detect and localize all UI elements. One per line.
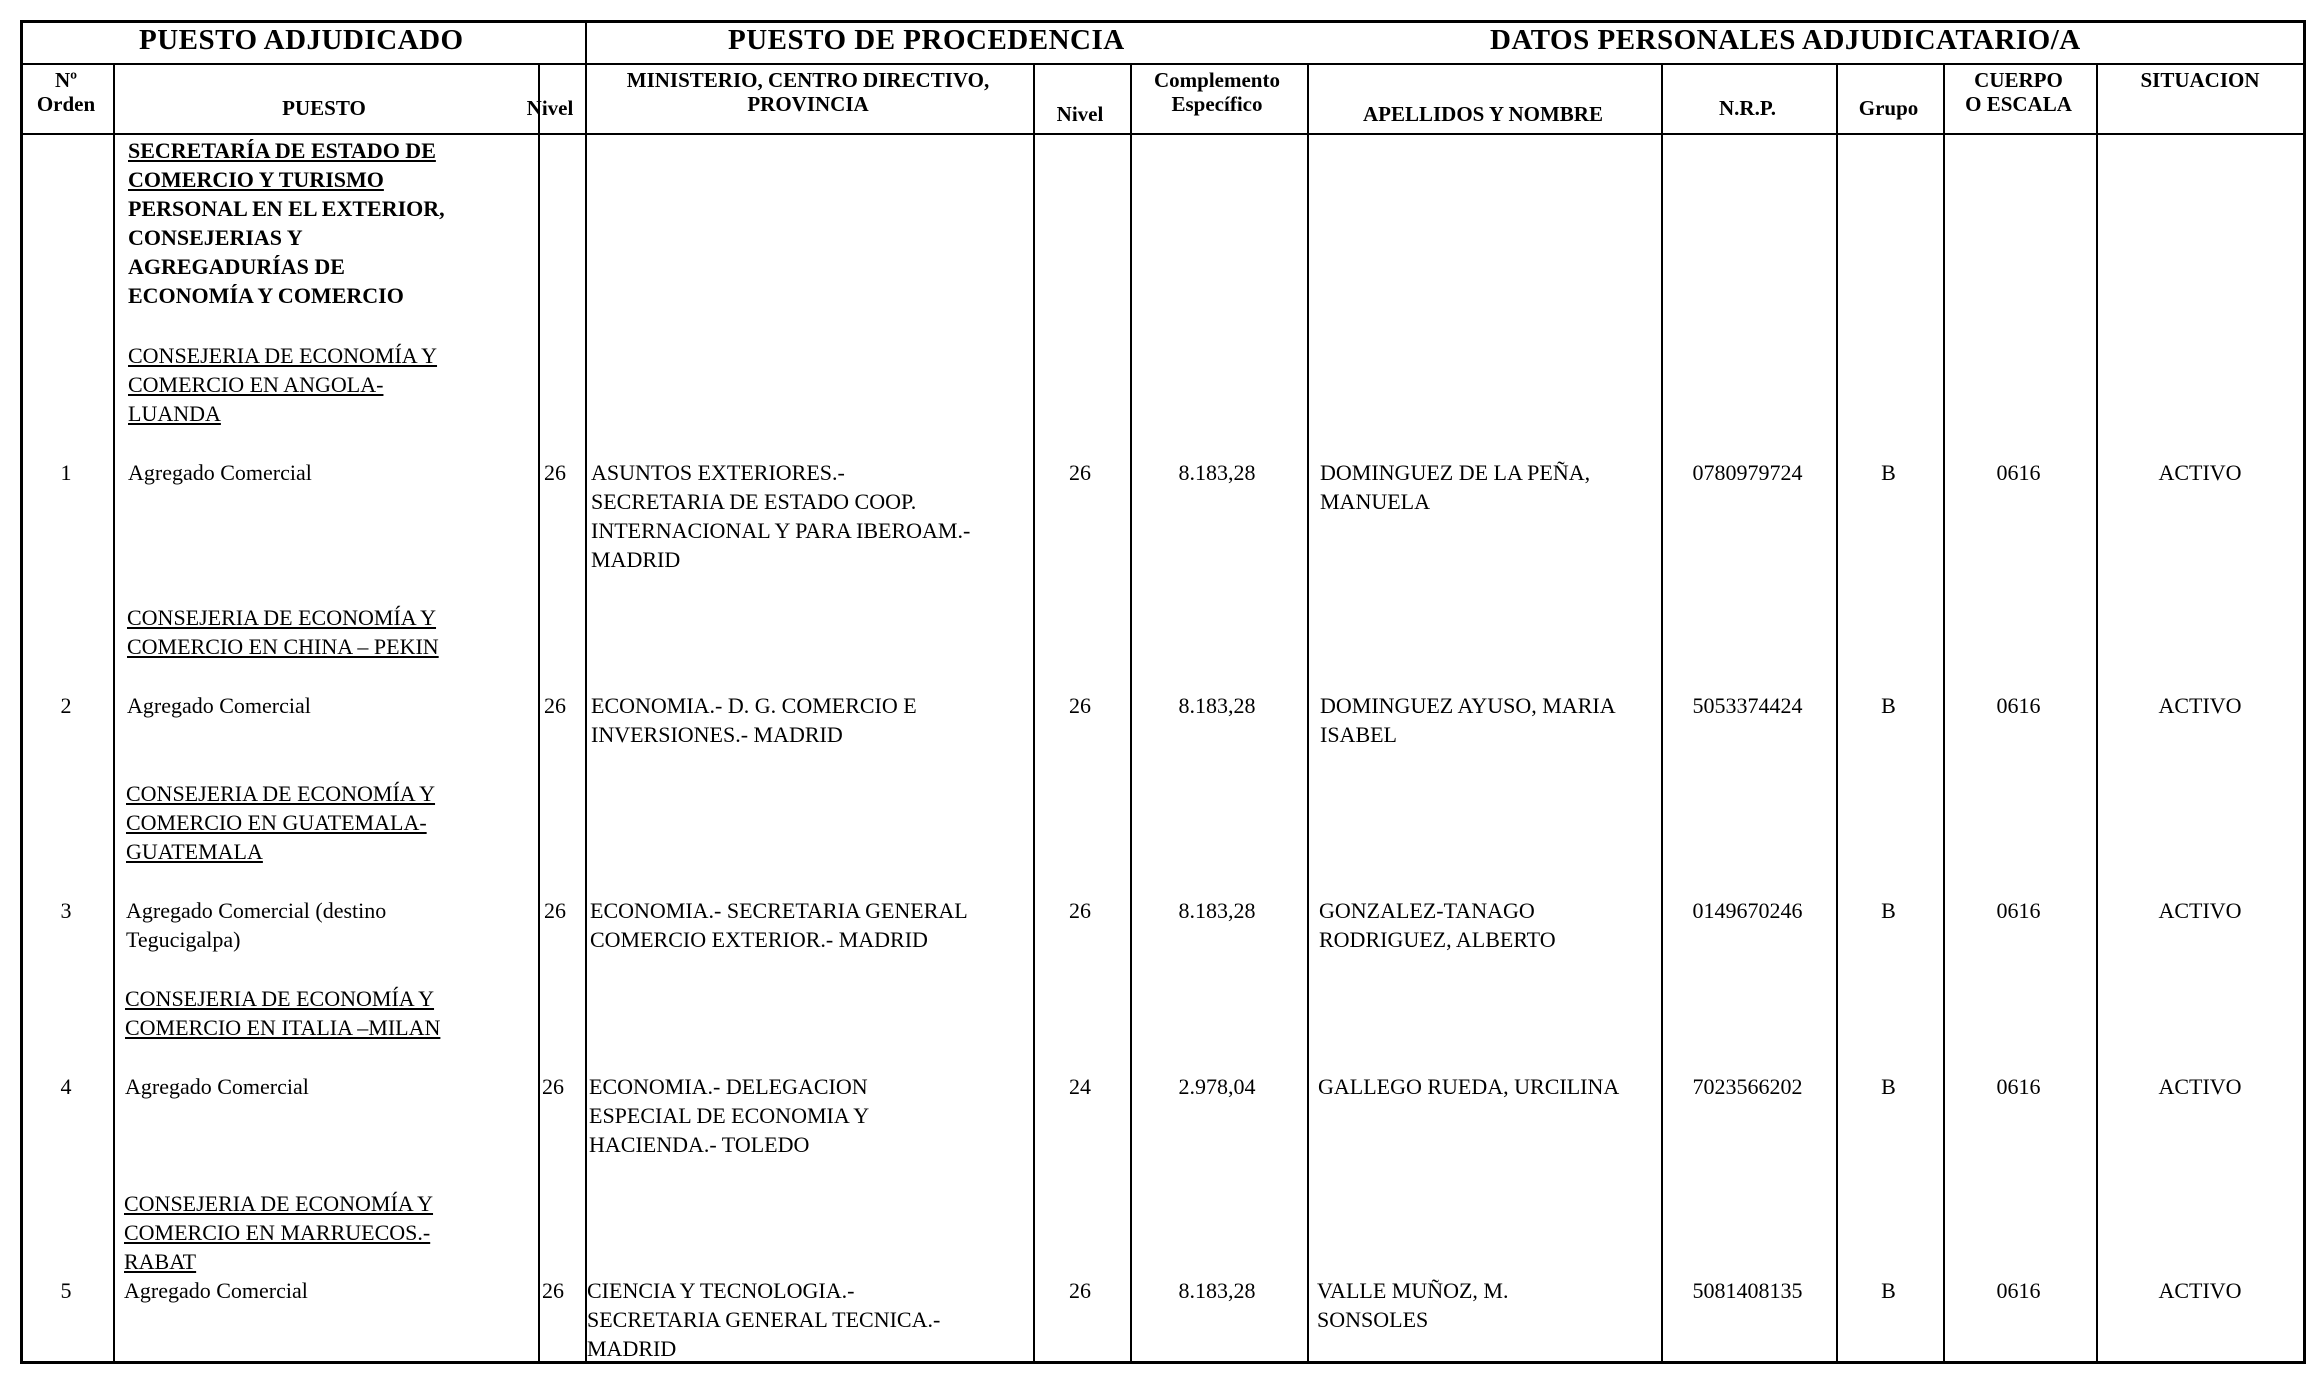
ministerio-line: SECRETARIA DE ESTADO COOP. — [591, 489, 917, 514]
consejeria-line: COMERCIO EN CHINA – PEKIN — [127, 634, 439, 659]
row-ministerio — [589, 1072, 869, 1159]
header-n-orden — [22, 68, 110, 116]
section-heading — [128, 136, 445, 310]
consejeria-heading — [126, 779, 435, 866]
row-nrp: 7023566202 — [1692, 1074, 1803, 1099]
row-nombre — [1319, 896, 1556, 954]
row-cuerpo: 0616 — [1996, 1278, 2041, 1303]
row-orden: 3 — [60, 898, 72, 923]
section-line5: AGREGADURÍAS DE — [128, 254, 345, 279]
section-line6: ECONOMÍA Y COMERCIO — [128, 283, 404, 308]
row-ministerio — [590, 896, 968, 954]
consejeria-line: COMERCIO EN ITALIA –MILAN — [125, 1015, 441, 1040]
ministerio-line: HACIENDA.- TOLEDO — [589, 1132, 810, 1157]
row-puesto: Agregado Comercial — [125, 1074, 309, 1099]
consejeria-line: COMERCIO EN GUATEMALA- — [126, 810, 427, 835]
ministerio-line: SECRETARIA GENERAL TECNICA.- — [587, 1307, 941, 1332]
consejeria-line: CONSEJERIA DE ECONOMÍA Y — [128, 343, 438, 368]
row-situacion: ACTIVO — [2158, 1074, 2242, 1099]
header-situacion: SITUACION — [2140, 68, 2260, 92]
row-grupo: B — [1881, 693, 1896, 718]
nombre-line: ISABEL — [1320, 722, 1397, 747]
row-cuerpo: 0616 — [1996, 1074, 2041, 1099]
header-divider-top — [23, 63, 2303, 65]
row-nombre — [1318, 1072, 1619, 1101]
nombre-line: GONZALEZ-TANAGO — [1319, 898, 1535, 923]
consejeria-line: COMERCIO EN MARRUECOS.- — [124, 1220, 431, 1245]
ministerio-line: ECONOMIA.- DELEGACION — [589, 1074, 868, 1099]
row-situacion: ACTIVO — [2158, 1278, 2242, 1303]
header-cuerpo — [1942, 68, 2095, 116]
row-nivel-proc: 24 — [1069, 1074, 1091, 1099]
header-apellidos: APELLIDOS Y NOMBRE — [1363, 102, 1603, 126]
row-puesto — [126, 896, 386, 954]
row-nombre — [1320, 691, 1616, 749]
ministerio-line: MADRID — [591, 547, 681, 572]
consejeria-line: CONSEJERIA DE ECONOMÍA Y — [126, 781, 436, 806]
row-nivel-proc: 26 — [1069, 1278, 1091, 1303]
col-line-adjudicado-end — [585, 23, 587, 1361]
row-grupo: B — [1881, 1074, 1896, 1099]
row-complemento: 8.183,28 — [1178, 460, 1256, 485]
row-situacion: ACTIVO — [2158, 898, 2242, 923]
puesto-line: Tegucigalpa) — [126, 927, 241, 952]
consejeria-heading — [127, 603, 439, 661]
header-divider-bottom — [23, 133, 2303, 135]
section-line3: PERSONAL EN EL EXTERIOR, — [128, 196, 445, 221]
consejeria-heading — [124, 1189, 433, 1276]
row-nivel: 26 — [544, 898, 566, 923]
header-nivel-proc: Nivel — [1056, 102, 1104, 126]
row-cuerpo: 0616 — [1996, 898, 2041, 923]
consejeria-line: GUATEMALA — [126, 839, 263, 864]
row-nrp: 5053374424 — [1692, 693, 1803, 718]
row-nivel: 26 — [544, 693, 566, 718]
section-line4: CONSEJERIAS Y — [128, 225, 303, 250]
row-nivel: 26 — [544, 460, 566, 485]
nombre-line: SONSOLES — [1317, 1307, 1429, 1332]
header-ministerio — [584, 68, 1032, 116]
consejeria-heading — [128, 341, 437, 428]
nombre-line: VALLE MUÑOZ, M. — [1317, 1278, 1509, 1303]
header-nrp: N.R.P. — [1719, 96, 1776, 120]
row-situacion: ACTIVO — [2158, 693, 2242, 718]
consejeria-line: CONSEJERIA DE ECONOMÍA Y — [127, 605, 437, 630]
nombre-line: MANUELA — [1320, 489, 1430, 514]
row-orden: 4 — [60, 1074, 72, 1099]
header-nivel: Nivel — [526, 96, 574, 120]
header-complemento-line1: Complemento — [1154, 68, 1280, 92]
ministerio-line: ECONOMIA.- SECRETARIA GENERAL — [590, 898, 968, 923]
ministerio-line: ECONOMIA.- D. G. COMERCIO E — [591, 693, 917, 718]
header-complemento — [1129, 68, 1305, 116]
row-nrp: 0780979724 — [1692, 460, 1803, 485]
consejeria-line: COMERCIO EN ANGOLA- — [128, 372, 384, 397]
header-puesto: PUESTO — [282, 96, 366, 120]
col-line-complemento — [1307, 63, 1309, 1361]
row-nrp: 0149670246 — [1692, 898, 1803, 923]
row-grupo: B — [1881, 1278, 1896, 1303]
header-grupo: Grupo — [1858, 96, 1919, 120]
header-n-orden-line2: Orden — [36, 92, 96, 116]
row-orden: 1 — [60, 460, 72, 485]
row-nivel-proc: 26 — [1069, 693, 1091, 718]
row-puesto: Agregado Comercial — [124, 1278, 308, 1303]
header-datos-personales: DATOS PERSONALES ADJUDICATARIO/A — [1490, 24, 2081, 56]
row-orden: 2 — [60, 693, 72, 718]
header-cuerpo-line1: CUERPO — [1974, 68, 2063, 92]
row-situacion: ACTIVO — [2158, 460, 2242, 485]
ministerio-line: MADRID — [587, 1336, 677, 1361]
ministerio-line: CIENCIA Y TECNOLOGIA.- — [587, 1278, 855, 1303]
consejeria-line: CONSEJERIA DE ECONOMÍA Y — [125, 986, 435, 1011]
row-puesto: Agregado Comercial — [127, 693, 311, 718]
col-line-orden — [113, 63, 115, 1361]
row-orden: 5 — [60, 1278, 72, 1303]
ministerio-line: COMERCIO EXTERIOR.- MADRID — [590, 927, 928, 952]
section-line2: COMERCIO Y TURISMO — [128, 167, 384, 192]
row-complemento: 8.183,28 — [1178, 693, 1256, 718]
nombre-line: RODRIGUEZ, ALBERTO — [1319, 927, 1556, 952]
row-grupo: B — [1881, 460, 1896, 485]
row-nivel: 26 — [542, 1074, 564, 1099]
row-ministerio — [591, 458, 970, 574]
row-nivel-proc: 26 — [1069, 460, 1091, 485]
puesto-line: Agregado Comercial (destino — [126, 898, 387, 923]
header-ministerio-line2: PROVINCIA — [747, 92, 869, 116]
section-line1: SECRETARÍA DE ESTADO DE — [128, 138, 436, 163]
consejeria-line: LUANDA — [128, 401, 221, 426]
header-n-orden-line1: Nº — [54, 68, 78, 92]
row-cuerpo: 0616 — [1996, 460, 2041, 485]
row-grupo: B — [1881, 898, 1896, 923]
row-complemento: 8.183,28 — [1178, 1278, 1256, 1303]
row-puesto: Agregado Comercial — [128, 460, 312, 485]
row-ministerio — [587, 1276, 940, 1363]
ministerio-line: INTERNACIONAL Y PARA IBEROAM.- — [591, 518, 971, 543]
row-nivel: 26 — [542, 1278, 564, 1303]
ministerio-line: INVERSIONES.- MADRID — [591, 722, 843, 747]
header-puesto-adjudicado: PUESTO ADJUDICADO — [139, 24, 464, 56]
nombre-line: DOMINGUEZ DE LA PEÑA, — [1320, 460, 1591, 485]
nombre-line: DOMINGUEZ AYUSO, MARIA — [1320, 693, 1616, 718]
consejeria-heading — [125, 984, 440, 1042]
row-nombre — [1317, 1276, 1508, 1334]
row-complemento: 2.978,04 — [1178, 1074, 1256, 1099]
ministerio-line: ESPECIAL DE ECONOMIA Y — [589, 1103, 870, 1128]
row-cuerpo: 0616 — [1996, 693, 2041, 718]
row-nombre — [1320, 458, 1590, 516]
nombre-line: GALLEGO RUEDA, URCILINA — [1318, 1074, 1620, 1099]
row-ministerio — [591, 691, 917, 749]
header-ministerio-line1: MINISTERIO, CENTRO DIRECTIVO, — [626, 68, 990, 92]
header-complemento-line2: Específico — [1171, 92, 1263, 116]
consejeria-line: RABAT — [124, 1249, 197, 1274]
consejeria-line: CONSEJERIA DE ECONOMÍA Y — [124, 1191, 434, 1216]
header-cuerpo-line2: O ESCALA — [1965, 92, 2072, 116]
row-nivel-proc: 26 — [1069, 898, 1091, 923]
header-puesto-procedencia: PUESTO DE PROCEDENCIA — [728, 24, 1125, 56]
ministerio-line: ASUNTOS EXTERIORES.- — [591, 460, 845, 485]
row-complemento: 8.183,28 — [1178, 898, 1256, 923]
row-nrp: 5081408135 — [1692, 1278, 1803, 1303]
